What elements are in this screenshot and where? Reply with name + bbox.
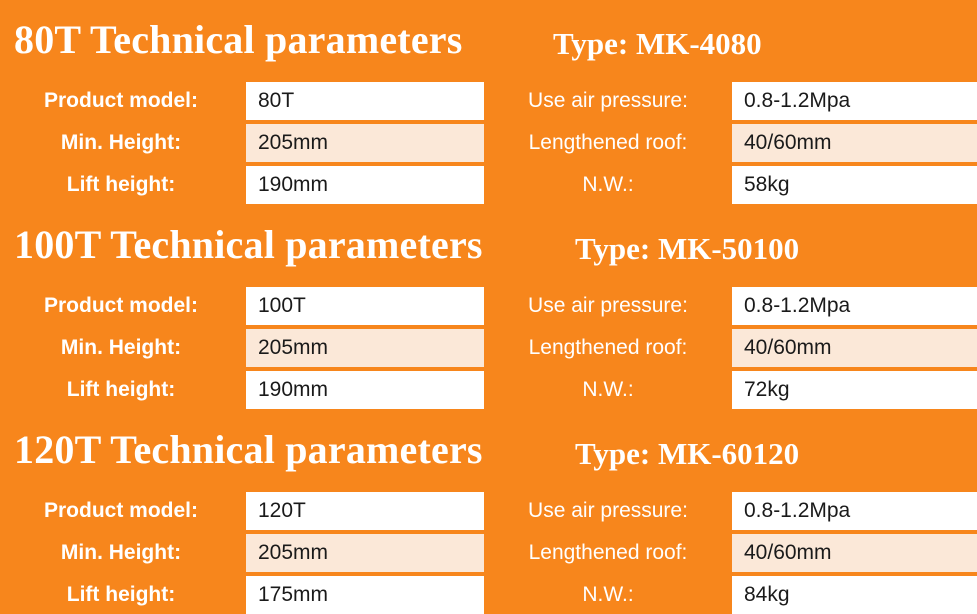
value-lengthened-roof: 40/60mm — [732, 124, 977, 162]
param-table — [0, 82, 977, 204]
label-lengthened-roof: Lengthened roof: — [488, 124, 728, 162]
value-product-model: 100T — [246, 287, 484, 325]
label-min-height: Min. Height: — [0, 124, 242, 162]
table-row — [0, 329, 977, 367]
label-lift-height: Lift height: — [0, 371, 242, 409]
value-net-weight: 72kg — [732, 371, 977, 409]
value-lift-height: 190mm — [246, 371, 484, 409]
label-lift-height: Lift height: — [0, 166, 242, 204]
value-lengthened-roof: 40/60mm — [732, 534, 977, 572]
table-row — [0, 492, 977, 530]
table-row — [0, 576, 977, 614]
label-product-model: Product model: — [0, 492, 242, 530]
label-product-model: Product model: — [0, 287, 242, 325]
value-lift-height: 175mm — [246, 576, 484, 614]
section-header — [0, 205, 977, 287]
value-net-weight: 84kg — [732, 576, 977, 614]
section-title: 120T Technical parameters — [14, 427, 483, 472]
value-air-pressure: 0.8-1.2Mpa — [732, 82, 977, 120]
value-lengthened-roof: 40/60mm — [732, 329, 977, 367]
section-title: 100T Technical parameters — [14, 222, 483, 267]
value-air-pressure: 0.8-1.2Mpa — [732, 492, 977, 530]
value-lift-height: 190mm — [246, 166, 484, 204]
label-lengthened-roof: Lengthened roof: — [488, 534, 728, 572]
value-product-model: 80T — [246, 82, 484, 120]
section-type: Type: MK-60120 — [575, 436, 800, 471]
label-air-pressure: Use air pressure: — [488, 287, 728, 325]
label-product-model: Product model: — [0, 82, 242, 120]
table-row — [0, 124, 977, 162]
table-row — [0, 166, 977, 204]
label-lift-height: Lift height: — [0, 576, 242, 614]
label-lengthened-roof: Lengthened roof: — [488, 329, 728, 367]
table-row — [0, 287, 977, 325]
value-air-pressure: 0.8-1.2Mpa — [732, 287, 977, 325]
param-table — [0, 492, 977, 614]
section-header — [0, 0, 977, 82]
section-120t — [0, 410, 977, 614]
label-net-weight: N.W.: — [488, 371, 728, 409]
value-min-height: 205mm — [246, 534, 484, 572]
value-net-weight: 58kg — [732, 166, 977, 204]
table-row — [0, 82, 977, 120]
value-min-height: 205mm — [246, 124, 484, 162]
label-air-pressure: Use air pressure: — [488, 492, 728, 530]
label-min-height: Min. Height: — [0, 329, 242, 367]
section-header — [0, 410, 977, 492]
section-80t — [0, 0, 977, 204]
label-min-height: Min. Height: — [0, 534, 242, 572]
table-row — [0, 534, 977, 572]
table-row — [0, 371, 977, 409]
label-net-weight: N.W.: — [488, 576, 728, 614]
section-type: Type: MK-4080 — [553, 26, 762, 61]
section-type: Type: MK-50100 — [575, 231, 800, 266]
section-title: 80T Technical parameters — [14, 17, 463, 62]
label-air-pressure: Use air pressure: — [488, 82, 728, 120]
param-table — [0, 287, 977, 409]
value-product-model: 120T — [246, 492, 484, 530]
section-100t — [0, 205, 977, 409]
label-net-weight: N.W.: — [488, 166, 728, 204]
value-min-height: 205mm — [246, 329, 484, 367]
